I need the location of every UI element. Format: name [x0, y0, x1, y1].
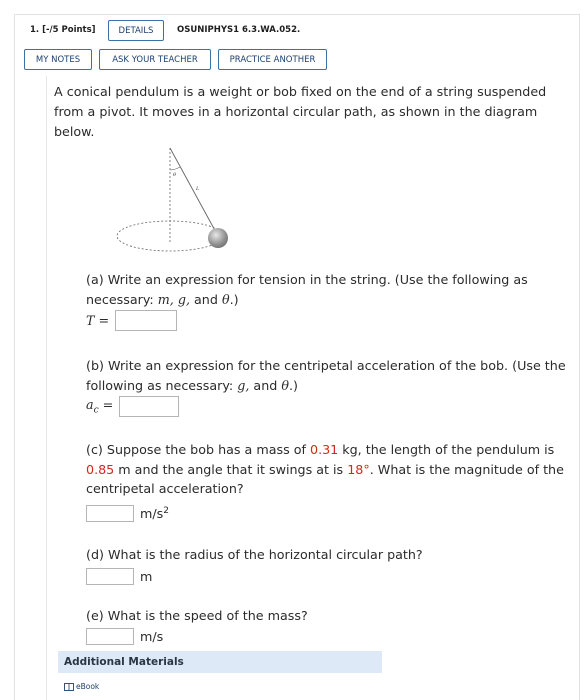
angle-value: 18° [347, 461, 370, 477]
practice-another-button[interactable]: PRACTICE ANOTHER [218, 49, 327, 70]
part-b-var-theta: θ [281, 377, 289, 393]
ebook-label: eBook [76, 682, 100, 691]
details-button[interactable]: DETAILS [108, 20, 164, 41]
part-c-text-4: . What is the magnitude of the centripetal acceleration? [86, 461, 564, 496]
tension-label: T = [86, 313, 110, 328]
part-c-question [86, 440, 576, 499]
part-b-text: (b) Write an expression for the centripetal acceleration of the bob. (Use the following as necessary: [86, 358, 566, 393]
part-c-text-2: kg, the length of the pendulum is [338, 442, 555, 457]
part-e-question: (e) What is the speed of the mass? [86, 608, 308, 623]
part-d-question: (d) What is the radius of the horizontal circular path? [86, 547, 423, 562]
part-b-text-end: .) [288, 377, 298, 393]
radius-unit: m [140, 569, 153, 584]
centripetal-accel-input[interactable] [119, 396, 179, 417]
accel-unit-base: m/s [140, 506, 164, 522]
pendulum-bob [208, 228, 228, 248]
part-e-answer-row [86, 628, 163, 645]
speed-unit: m/s [140, 629, 164, 644]
part-a-vars: m, g, [157, 291, 190, 307]
angle-arc [170, 167, 180, 170]
part-c-text-3: m and the angle that it swings at is [114, 461, 348, 477]
ask-teacher-button[interactable]: ASK YOUR TEACHER [99, 49, 211, 70]
part-b-vars: g, [237, 377, 250, 393]
accel-equals: = [102, 397, 114, 413]
my-notes-button[interactable]: MY NOTES [24, 49, 92, 70]
centripetal-accel-label [86, 397, 113, 416]
problem-code: OSUNIPHYS1 6.3.WA.052. [177, 25, 301, 35]
part-d-answer-row [86, 568, 152, 585]
part-c-text-1: (c) Suppose the bob has a mass of [86, 442, 310, 457]
angle-label: θ [173, 172, 177, 178]
length-label: L [196, 186, 200, 192]
part-a-question [86, 270, 576, 309]
book-icon [64, 683, 74, 691]
part-a-var-theta: θ [221, 291, 230, 307]
part-b-and: and [249, 377, 282, 393]
speed-input[interactable] [86, 628, 134, 645]
accel-subscript: c [93, 405, 99, 416]
mass-value: 0.31 [310, 442, 339, 457]
part-a-answer-row [86, 310, 177, 331]
conical-pendulum-diagram [110, 144, 240, 274]
part-b-question [86, 356, 576, 395]
additional-materials-header: Additional Materials [58, 651, 382, 673]
length-value: 0.85 [86, 461, 115, 477]
part-a-and: and [190, 291, 222, 307]
accel-magnitude-input[interactable] [86, 505, 134, 522]
accel-unit [140, 506, 169, 521]
tension-input[interactable] [115, 310, 177, 331]
part-b-answer-row [86, 396, 179, 417]
radius-input[interactable] [86, 568, 134, 585]
part-a-text-end: .) [229, 291, 239, 307]
ebook-link[interactable] [64, 682, 99, 691]
question-points-label: 1. [-/5 Points] [30, 25, 96, 35]
content-divider [46, 76, 47, 700]
part-c-answer-row [86, 505, 169, 522]
problem-intro: A conical pendulum is a weight or bob fixed on the end of a string suspended from a pivot. It moves in a horizontal circular path, as shown in the diagram below. [54, 84, 547, 140]
accel-unit-exponent: 2 [163, 505, 169, 516]
part-a-text: (a) Write an expression for tension in the string. (Use the following as necessary: [86, 272, 528, 307]
accel-symbol: a [86, 397, 94, 413]
